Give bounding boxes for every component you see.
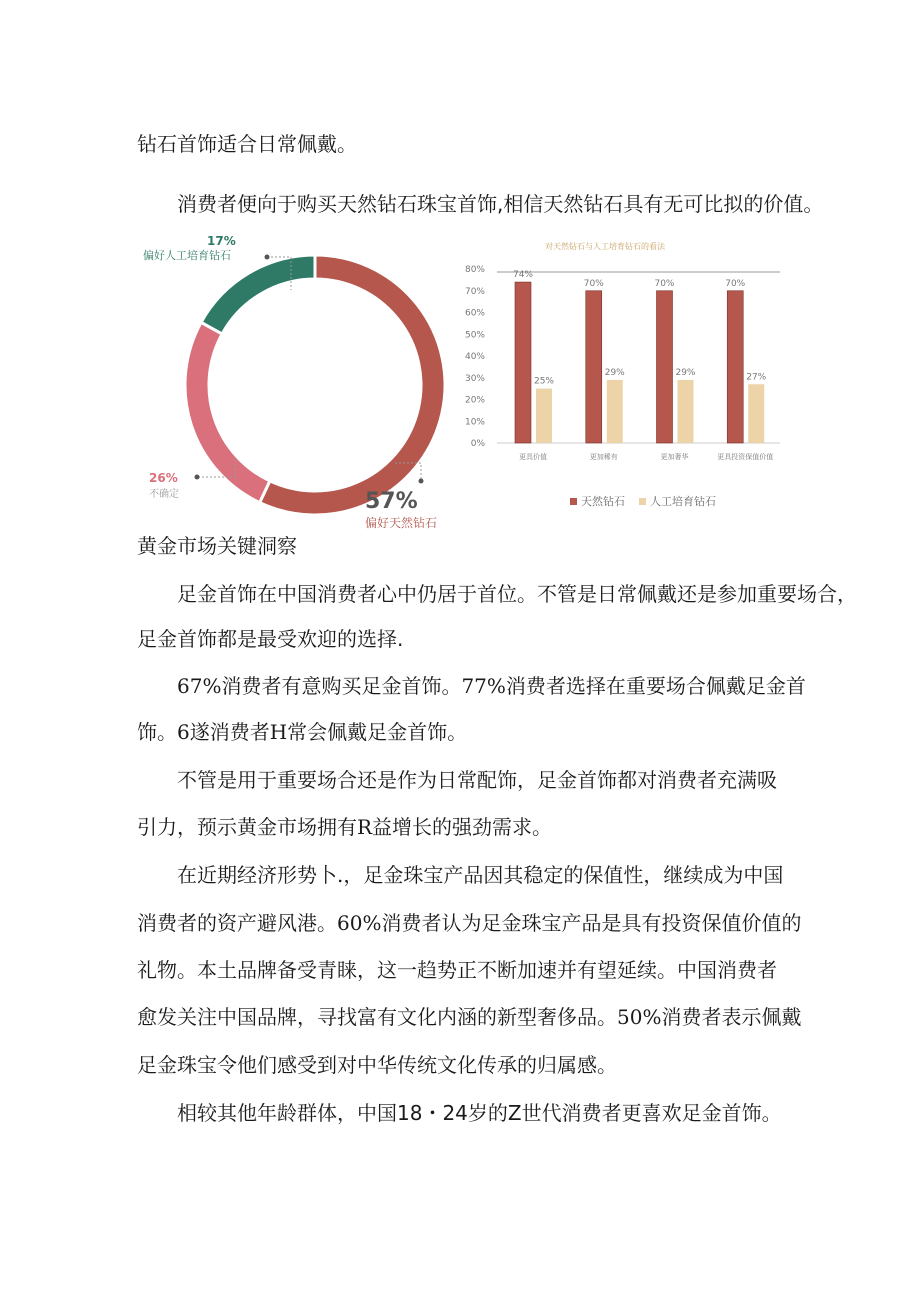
paragraph-line: 引力，预示黄金市场拥有R益增长的强劲需求。 bbox=[137, 815, 553, 839]
section-heading: 黄金市场关键洞察 bbox=[137, 534, 297, 558]
leader-dot bbox=[195, 475, 200, 480]
slice-label-lab-pct: 17% bbox=[207, 234, 236, 248]
leader-dot bbox=[265, 255, 270, 260]
data-label-natural: 70% bbox=[654, 278, 675, 289]
paragraph-line: 在近期经济形势卜.，足金珠宝产品因其稳定的保值性，继续成为中国 bbox=[177, 863, 784, 887]
y-tick-label: 60% bbox=[464, 308, 485, 319]
y-tick-label: 70% bbox=[464, 286, 485, 297]
y-tick-label: 10% bbox=[464, 417, 485, 428]
donut-slice-1 bbox=[260, 255, 445, 515]
paragraph-line: 足金珠宝令他们感受到对中华传统文化传承的归属感。 bbox=[137, 1053, 617, 1077]
bar-lab bbox=[536, 389, 552, 443]
x-tick-label: 更加奢华 bbox=[660, 453, 689, 461]
paragraph-daily-wear: 钻石首饰适合日常佩戴。 bbox=[137, 132, 357, 156]
slice-label-lab-name: 偏好人工培育钻石 bbox=[143, 249, 231, 262]
slice-label-natural-pct: 57% bbox=[365, 489, 418, 514]
leader-dot bbox=[419, 479, 424, 484]
data-label-lab: 25% bbox=[533, 376, 555, 387]
y-tick-label: 50% bbox=[464, 330, 485, 341]
paragraph-line: 不管是用于重要场合还是作为日常配饰，足金首饰都对消费者充满吸 bbox=[177, 768, 777, 792]
slice-label-unsure-pct: 26% bbox=[149, 471, 178, 485]
y-tick-label: 30% bbox=[464, 373, 485, 384]
donut-chart bbox=[135, 225, 438, 535]
bar-lab bbox=[748, 384, 764, 443]
bar-natural bbox=[515, 282, 531, 443]
y-tick-label: 40% bbox=[464, 352, 485, 362]
chart-title: 对天然钻石与人工培育钻石的看法 bbox=[545, 242, 665, 251]
legend-label-natural: 天然钻石 bbox=[581, 495, 625, 508]
data-label-natural: 70% bbox=[583, 278, 604, 289]
x-tick-label: 更具投资保值价值 bbox=[717, 453, 774, 461]
bar-chart bbox=[455, 235, 800, 515]
bar-lab bbox=[607, 380, 623, 443]
y-tick-label: 0% bbox=[470, 439, 485, 449]
paragraph-gen-z: 相较其他年龄群体，中国18・24岁的Z世代消费者更喜欢足金首饰。 bbox=[177, 1101, 782, 1125]
paragraph-natural-preference: 消费者便向于购买天然钻石珠宝首饰,相信天然钻石具有无可比拟的价值。 bbox=[177, 192, 824, 216]
data-label-natural: 74% bbox=[512, 270, 534, 281]
legend-label-lab: 人工培育钻石 bbox=[650, 495, 716, 508]
paragraph-line: 礼物。本土品牌备受青睐，这一趋势正不断加速并有望延续。中国消费者 bbox=[137, 958, 777, 982]
paragraph-line: 67%消费者有意购买足金首饰。77%消费者选择在重要场合佩戴足金首 bbox=[177, 674, 806, 698]
paragraph-line: 愈发关注中国品牌，寻找富有文化内涵的新型奢侈品。50%消费者表示佩戴 bbox=[137, 1005, 802, 1029]
bar-natural bbox=[727, 291, 743, 443]
bar-lab bbox=[678, 380, 694, 443]
data-label-lab: 29% bbox=[675, 367, 696, 378]
data-label-lab: 27% bbox=[746, 372, 767, 383]
donut-slice-3 bbox=[201, 255, 315, 334]
x-tick-label: 更具价值 bbox=[519, 453, 547, 461]
bar-natural bbox=[657, 291, 673, 443]
bar-natural bbox=[586, 291, 602, 443]
data-label-natural: 70% bbox=[725, 278, 746, 289]
slice-label-unsure-name: 不确定 bbox=[149, 489, 179, 500]
legend-swatch-natural bbox=[570, 498, 577, 505]
x-tick-label: 更加稀有 bbox=[589, 453, 618, 461]
paragraph-line: 消费者的资产避风港。60%消费者认为足金珠宝产品是具有投资保值价值的 bbox=[137, 911, 802, 935]
data-label-lab: 29% bbox=[604, 367, 625, 378]
y-tick-label: 20% bbox=[464, 395, 485, 406]
y-tick-label: 80% bbox=[464, 265, 485, 275]
paragraph-line: 饰。6遂消费者H常会佩戴足金首饰。 bbox=[137, 720, 468, 744]
slice-label-natural-name: 偏好天然钻石 bbox=[365, 516, 438, 530]
paragraph-line: 足金首饰在中国消费者心中仍居于首位。不管是日常佩戴还是参加重要场合， bbox=[177, 582, 857, 606]
legend-swatch-lab bbox=[639, 498, 646, 505]
paragraph-line: 足金首饰都是最受欢迎的选择. bbox=[137, 627, 404, 651]
